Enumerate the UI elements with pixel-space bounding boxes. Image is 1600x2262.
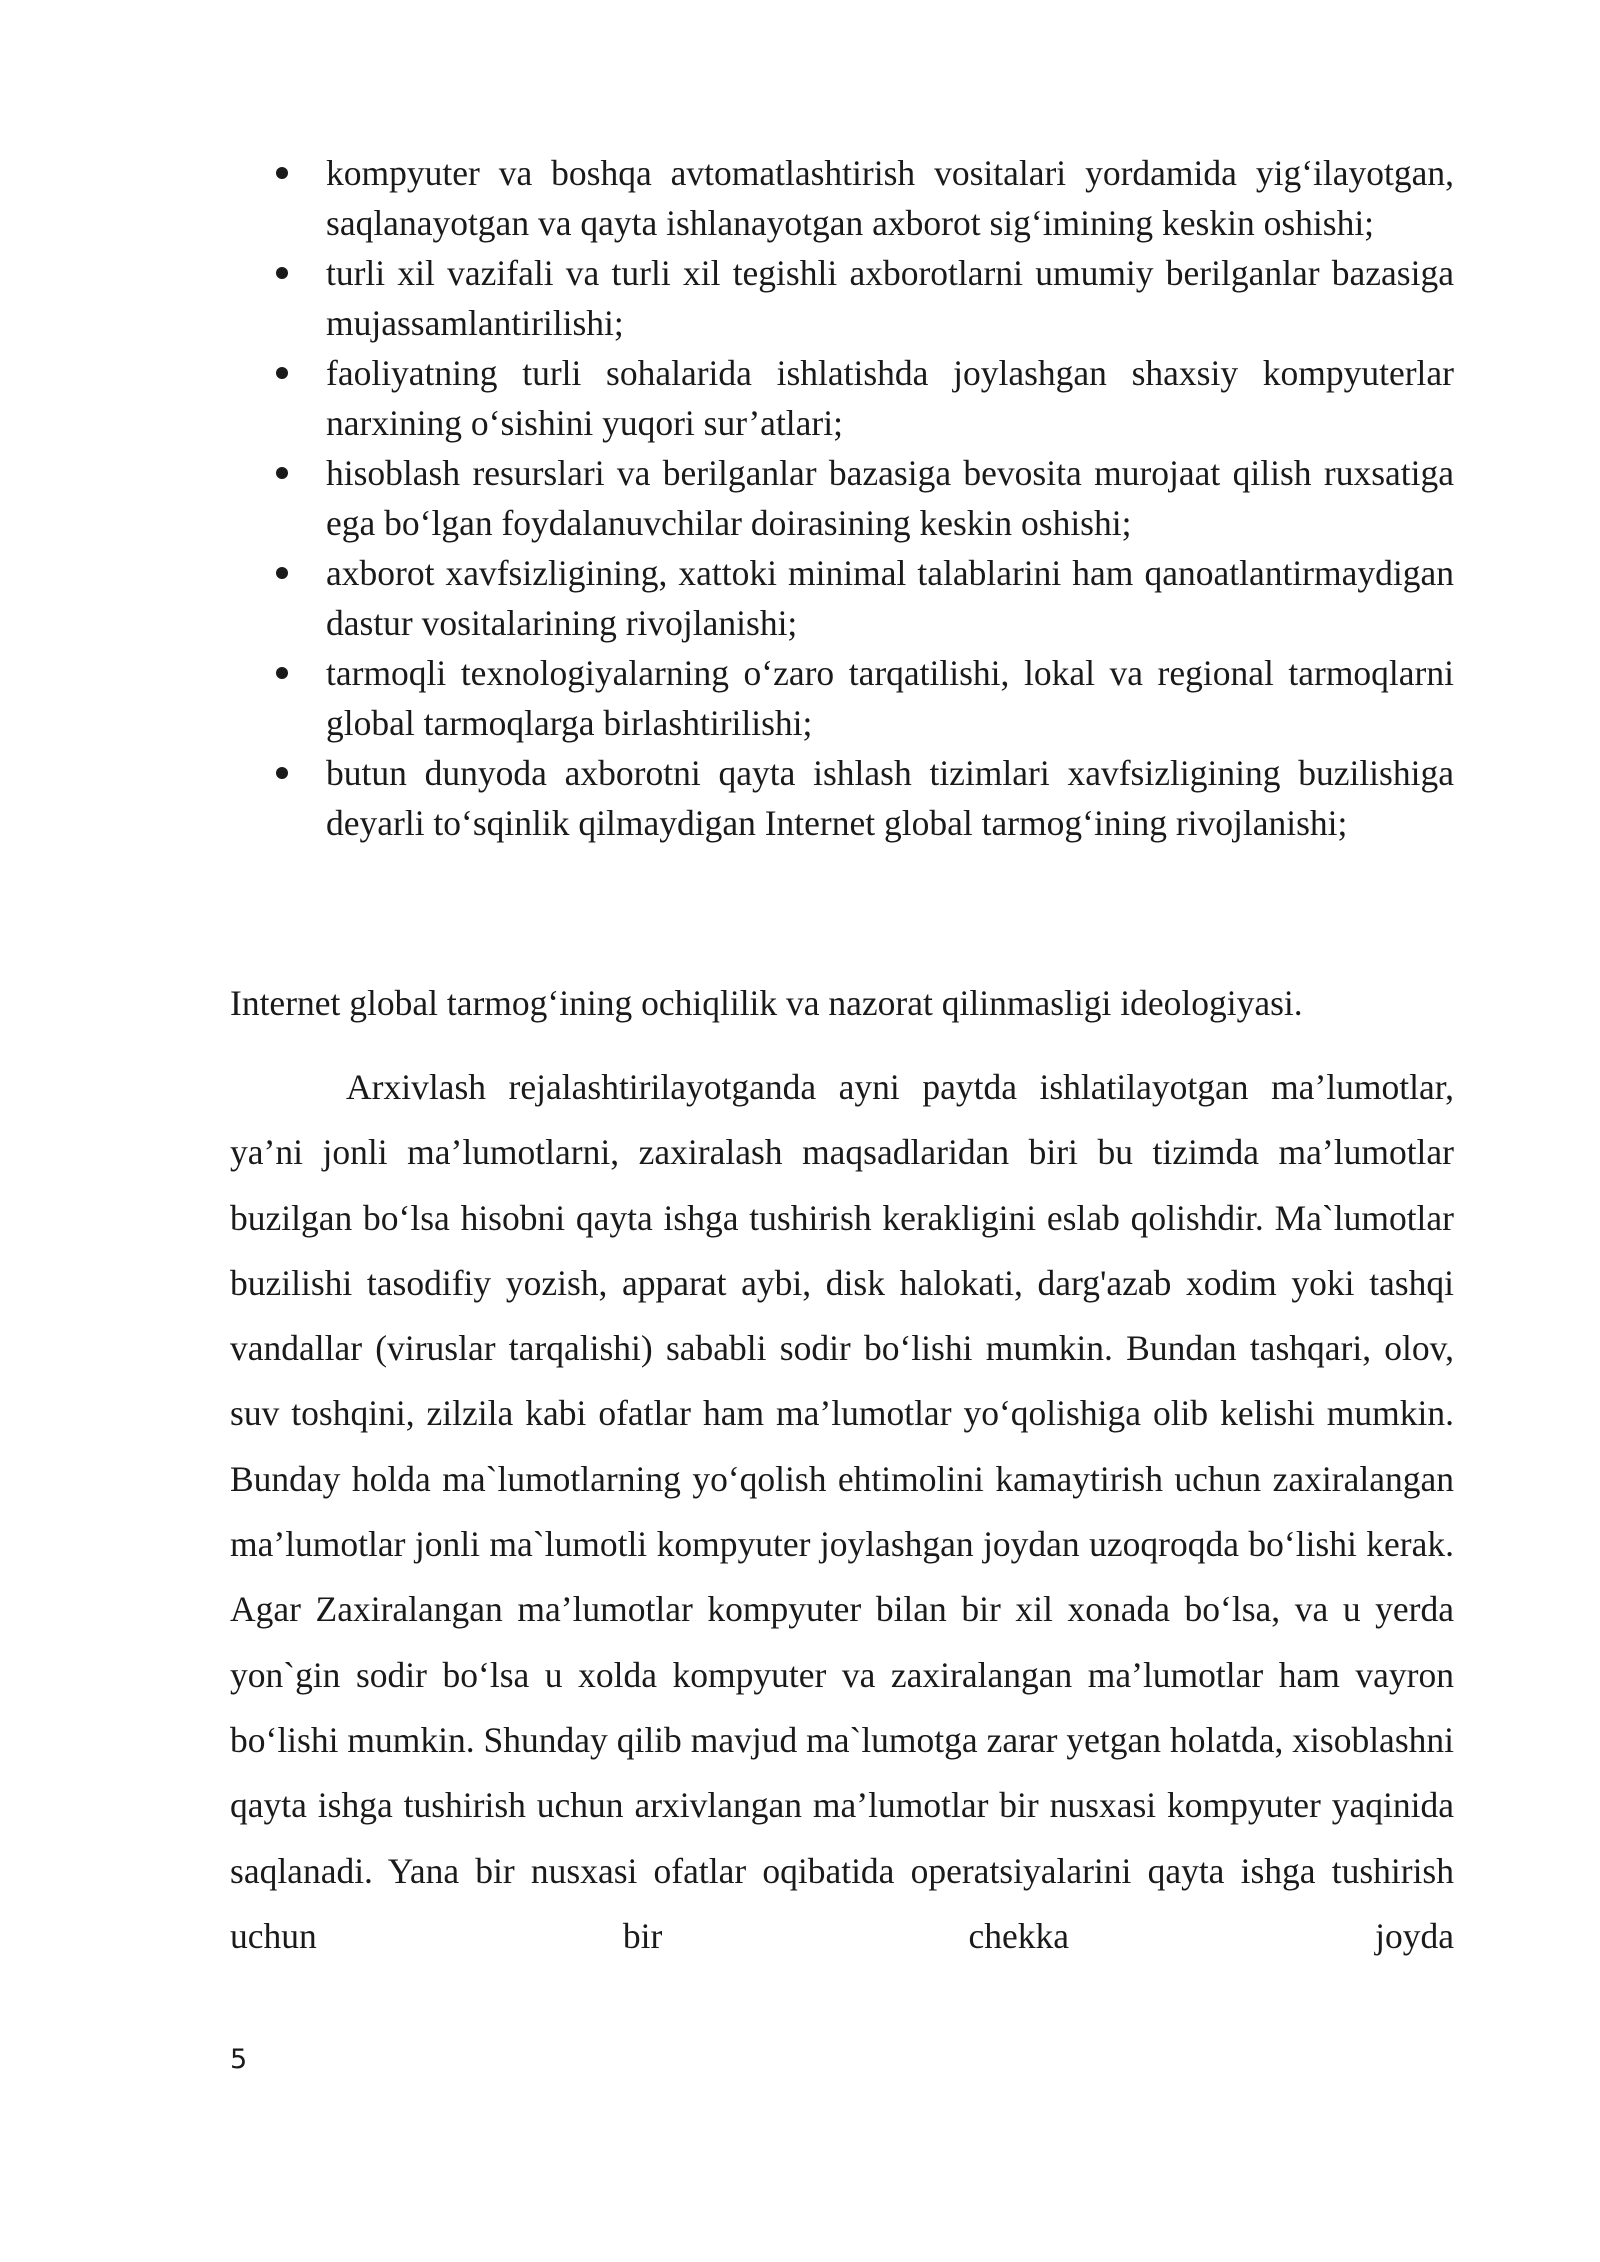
- list-item: [272, 148, 1454, 248]
- bullet-dot-icon: [276, 367, 288, 379]
- bullet-dot-icon: [276, 467, 288, 479]
- bullet-list: [272, 148, 1454, 848]
- list-item: [272, 748, 1454, 848]
- body-paragraph: Arxivlash rejalashtirilayotganda ayni paytda ishlatilayotgan ma’lumotlar, ya’ni jonli ma’lumotlarni, zaxiralash maqsadlaridan biri bu tizimda ma’lumotlar buzilgan boʻlsa hisobni qayta ishga tushirish kerakligini eslab qolishdir. Ma`lumotlar buzilishi tasodifiy yozish, apparat aybi, disk halokati, darg'azab xodim yoki tashqi vandallar (viruslar tarqalishi) sababli sodir boʻlishi mumkin. Bundan tashqari, olov, suv toshqini, zilzila kabi ofatlar ham ma’lumotlar yoʻqolishiga olib kelishi mumkin. Bunday holda ma`lumotlarning yoʻqolish ehtimolini kamaytirish uchun zaxiralangan ma’lumotlar jonli ma`lumotli kompyuter joylashgan joydan uzoqroqda boʻlishi kerak. Agar Zaxiralangan ma’lumotlar kompyuter bilan bir xil xonada boʻlsa, va u yerda yon`gin sodir boʻlsa u xolda kompyuter va zaxiralangan ma’lumotlar ham vayron boʻlishi mumkin. Shunday qilib mavjud ma`lumotga zarar yetgan holatda, xisoblashni qayta ishga tushirish uchun arxivlangan ma’lumotlar bir nusxasi kompyuter yaqinida saqlanadi. Yana bir nusxasi ofatlar oqibatida operatsiyalarini qayta ishga tushirish uchun bir chekka joyda: [230, 1067, 1454, 1956]
- body-text-line: Internet global tarmog‘ining ochiqlilik va nazorat qilinmasligi ideologiyasi.: [230, 983, 1303, 1023]
- list-item-text: axborot xavfsizligining, xattoki minimal talablarini ham qanoatlantirmaydigan dastur vositalarining rivojlanishi;: [326, 553, 1454, 643]
- list-item: [272, 448, 1454, 548]
- bullet-dot-icon: [276, 567, 288, 579]
- list-item-text: kompyuter va boshqa avtomatlashtirish vositalari yordamida yig‘ilayotgan, saqlanayotgan va qayta ishlanayotgan axborot sig‘imining keskin oshishi;: [326, 153, 1454, 243]
- list-item-text: hisoblash resurslari va berilganlar bazasiga bevosita murojaat qilish ruxsatiga ega bo‘lgan foydalanuvchilar doirasining keskin oshishi;: [326, 453, 1454, 543]
- bullet-dot-icon: [276, 667, 288, 679]
- list-item-text: tarmoqli texnologiyalarning o‘zaro tarqatilishi, lokal va regional tarmoqlarni global tarmoqlarga birlashtirilishi;: [326, 653, 1454, 743]
- list-item-text: butun dunyoda axborotni qayta ishlash tizimlari xavfsizligining buzilishiga deyarli to‘sqinlik qilmaydigan Internet global tarmog‘ining rivojlanishi;: [326, 753, 1454, 843]
- bullet-dot-icon: [276, 267, 288, 279]
- page-number: 5: [230, 2044, 248, 2075]
- bullet-dot-icon: [276, 167, 288, 179]
- list-item-text: turli xil vazifali va turli xil tegishli axborotlarni umumiy berilganlar bazasiga mujassamlantirilishi;: [326, 253, 1454, 343]
- list-item: [272, 648, 1454, 748]
- list-item: [272, 548, 1454, 648]
- list-item: [272, 348, 1454, 448]
- list-item: [272, 248, 1454, 348]
- bullet-dot-icon: [276, 767, 288, 779]
- list-item-text: faoliyatning turli sohalarida ishlatishda joylashgan shaxsiy kompyuterlar narxining o‘sishini yuqori sur’atlari;: [326, 353, 1454, 443]
